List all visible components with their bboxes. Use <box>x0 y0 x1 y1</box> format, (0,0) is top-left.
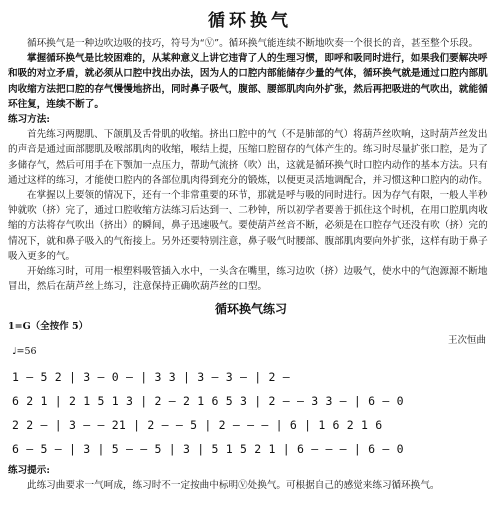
score-line-text: 6 — 5 — | 3 | 5 — — 5 | 3 | 5 1 5 2 1 | 6 — — — | 6 — 0 <box>12 442 404 456</box>
score-line-4 <box>8 436 494 462</box>
score-tempo: ♩=56 <box>12 346 37 357</box>
tips-text: 此练习曲要求一气呵成，练习时不一定按曲中标明Ⓥ处换气。可根据自己的感觉来练习循环换气。 <box>27 480 440 491</box>
score-section <box>8 300 494 460</box>
tips-heading: 练习提示: <box>8 465 50 476</box>
score-line-text: 2 2 — | 3 — — 21 | 2 — — 5 | 2 — — — | 6 | 1 6 2 1 6 <box>12 418 383 432</box>
score-line-2 <box>8 388 494 414</box>
intro-text: 循环换气是一种边吹边吸的技巧，符号为“Ⓥ”。循环换气能连续不断地吹奏一个很长的音，甚至整个乐段。 <box>27 38 479 49</box>
score-title: 循环换气练习 <box>214 302 287 316</box>
paragraph-3: 在掌握以上要领的情况下，还有一个非常重要的环节，那就是呼与吸的同时进行。因为存气有限，一般人半秒钟就吹（挤）完了，通过口腔收缩方法练习后达到一、二秒钟，所以初学者要善于抓住这个时机，在用口腔肌肉收缩的方法将存气吹出（挤出）的瞬间，鼻子迅速吸气。要使葫芦丝音不断，必须是在口腔存气还没有吹（挤）完的情况下，就和鼻子吸入的气衔接上。另外还要特别注意，鼻子吸气时腰部、腹部肌肉要向外扩张，这样有助于鼻子吸入更多的气。 <box>8 190 488 262</box>
page-title: 循环换气 <box>208 11 292 31</box>
paragraph-2: 首先练习两腮肌、下颌肌及舌骨肌的收缩。挤出口腔中的气（不是肺部的气）将葫芦丝吹响，这时葫芦丝发出的声音是通过面部腮肌及喉部肌肉的收缩，喉结上提，压缩口腔留存的气体产生的。练习时尽量扩张口腔，是为了多储存气，然后可用手在下颚加一点压力，帮助气流挤（吹）出，这就是循环换气时口腔内动作的基本方法。只有通过这样的练习，才能使口腔内的各部位肌肉得到充分的锻炼，以便更灵活地调配合，并习惯这种口腔内的动作。 <box>8 129 488 186</box>
score-line-1 <box>8 364 494 390</box>
score-line-3 <box>8 412 494 438</box>
tips-section <box>8 463 494 493</box>
paragraph-1: 掌握循环换气是比较困难的，从某种意义上讲它违背了人的生理习惯，即呼和吸同时进行，如果我们要解决呼和吸的对立矛盾，就必须从口腔中找出办法，因为人的口腔内部能储存少量的气体，循环换气就是通过口腔内部肌肉收缩方法把口腔的存气慢慢地挤出，同时鼻子吸气，腹部、腰部肌肉向外扩张，然后再把吸进的气吹出，就能循环往复，连续不断了。 <box>8 53 488 110</box>
score-line-text: 6 2 1 | 2 1 5 1 3 | 2 — 2 1 6 5 3 | 2 — — 3 3 — | 6 — 0 <box>12 394 404 408</box>
score-composer: 王次恒曲 <box>447 335 486 346</box>
paragraph-4: 开始练习时，可用一根塑料吸管插入水中，一头含在嘴里，练习边吹（挤）边吸气，使水中的气泡源源不断地冒出，然后在葫芦丝上练习，注意保持正确吹葫芦丝的口型。 <box>8 266 488 293</box>
methods-heading: 练习方法: <box>8 114 50 126</box>
score-key: 1=G（全按作 5） <box>8 321 89 332</box>
intro-paragraph <box>8 36 494 294</box>
score-line-text: 1 — 5 2 | 3 — 0 — | 3 3 | 3 — 3 — | 2 — <box>12 370 290 384</box>
